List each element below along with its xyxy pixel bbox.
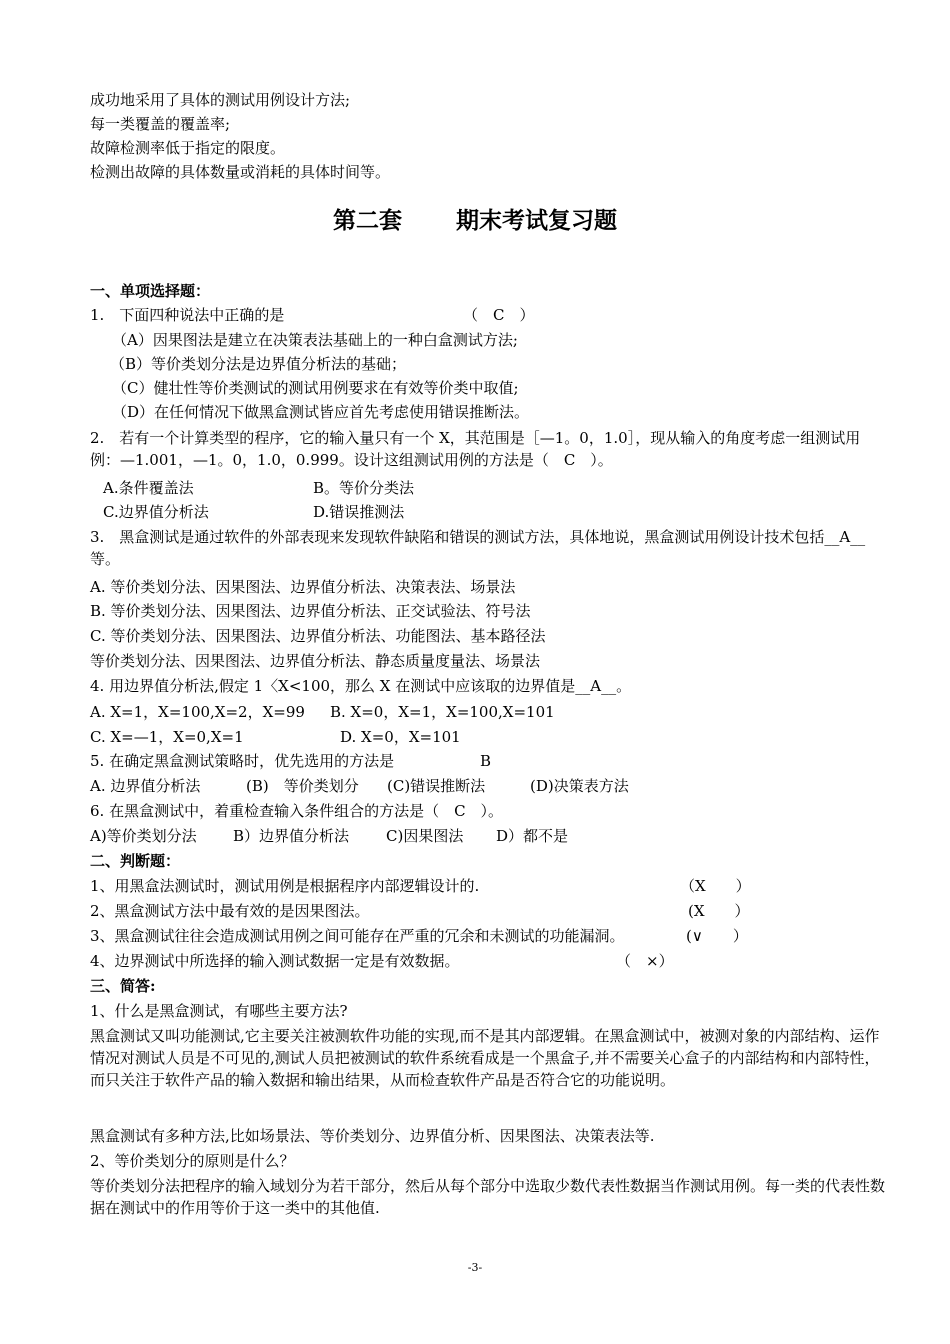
judgement-mark: （ ×） — [616, 952, 674, 970]
option-row — [90, 775, 890, 797]
option: B. X=0，X=1，X=100,X=101 — [330, 703, 555, 721]
page-number: -3- — [467, 1261, 483, 1274]
option-row — [103, 501, 890, 523]
option: A.条件覆盖法 — [103, 479, 194, 497]
option-row — [103, 477, 890, 499]
answer-paragraph: 黑盒测试有多种方法,比如场景法、等价类划分、边界值分析、因果图法、决策表法等. — [90, 1127, 655, 1145]
answer-mark: B — [480, 752, 492, 770]
option: D.错误推测法 — [313, 503, 405, 521]
option: C. 等价类划分法、因果图法、边界值分析法、功能图法、基本路径法 — [90, 627, 546, 645]
list-item: 成功地采用了具体的测试用例设计方法; — [90, 91, 351, 109]
answer-paragraph: 等价类划分法把程序的输入域划分为若干部分，然后从每个部分中选取少数代表性数据当作测试用例。每一类的代表性数据在测试中的作用等价于这一类中的其他值. — [90, 1177, 886, 1217]
judgement-item — [90, 875, 890, 897]
option: A. 等价类划分法、因果图法、边界值分析法、决策表法、场景法 — [90, 578, 516, 596]
option: A. X=1，X=100,X=2，X=99 — [90, 703, 305, 721]
option-row — [90, 825, 890, 847]
option: （C）健壮性等价类测试的测试用例要求在有效等价类中取值; — [112, 379, 519, 397]
section-heading-judgement: 二、判断题： — [90, 852, 181, 870]
section-heading-choice: 一、单项选择题： — [90, 282, 211, 300]
judgement-item — [90, 925, 890, 947]
question-3: 3. 黑盒测试是通过软件的外部表现来发现软件缺陷和错误的测试方法，具体地说，黑盒测试用例设计技术包括__A__等。 — [90, 528, 866, 568]
judgement-mark: (∨ ） — [686, 927, 748, 945]
question-6: 6. 在黑盒测试中，着重检查输入条件组合的方法是（ C ）。 — [90, 802, 504, 820]
judgement-item — [90, 950, 890, 972]
question-1 — [90, 304, 890, 326]
option: 等价类划分法、因果图法、边界值分析法、静态质量度量法、场景法 — [90, 652, 541, 670]
option: C.边界值分析法 — [103, 503, 209, 521]
list-item: 检测出故障的具体数量或消耗的具体时间等。 — [90, 163, 391, 181]
option: D. X=0，X=101 — [340, 728, 461, 746]
option-row — [90, 726, 890, 748]
section-heading-short-answer: 三、简答: — [90, 977, 156, 995]
question-2: 2. 若有一个计算类型的程序，它的输入量只有一个 X，其范围是［—1。0，1.0］，现从输入的角度考虑一组测试用例：—1.001，—1。0，1.0，0.999。设计这组测试用例的方法是（ C ）。 — [90, 429, 861, 469]
judgement-item — [90, 900, 890, 922]
page-title: 第二套 期末考试复习题 — [332, 208, 617, 234]
option: A. 边界值分析法 — [90, 777, 201, 795]
option: (C)错误推断法 — [387, 777, 486, 795]
list-item: 故障检测率低于指定的限度。 — [90, 139, 286, 157]
option: B. 等价类划分法、因果图法、边界值分析法、正交试验法、符号法 — [90, 602, 531, 620]
option: B）边界值分析法 — [233, 827, 350, 845]
option: （B）等价类划分法是边界值分析法的基础； — [110, 355, 407, 373]
judgement-text: 4、边界测试中所选择的输入测试数据一定是有效数据。 — [90, 952, 460, 970]
question-stem: 5. 在确定黑盒测试策略时，优先选用的方法是 — [90, 752, 395, 770]
judgement-text: 1、用黑盒法测试时，测试用例是根据程序内部逻辑设计的. — [90, 877, 480, 895]
answer-paragraph: 黑盒测试又叫功能测试,它主要关注被测软件功能的实现,而不是其内部逻辑。在黑盒测试中，被测对象的内部结构、运作情况对测试人员是不可见的,测试人员把被测试的软件系统看成是一个黑盒子,并不需要关心盒子的内部结构和内部特性，而只关注于软件产品的输入数据和输出结果，从而检查软件产品是否符合它的功能说明。 — [90, 1027, 880, 1089]
answer-mark: （ C ） — [463, 306, 535, 324]
option: （A）因果图法是建立在决策表法基础上的一种白盒测试方法; — [112, 331, 518, 349]
option: (B) 等价类划分 — [246, 777, 359, 795]
option: B。等价分类法 — [313, 479, 415, 497]
option: D）都不是 — [496, 827, 569, 845]
option: C. X=—1，X=0,X=1 — [90, 728, 244, 746]
option: (D)决策表方法 — [530, 777, 629, 795]
judgement-text: 3、黑盒测试往往会造成测试用例之间可能存在严重的冗余和未测试的功能漏洞。 — [90, 927, 625, 945]
judgement-text: 2、黑盒测试方法中最有效的是因果图法。 — [90, 902, 370, 920]
option: （D）在任何情况下做黑盒测试皆应首先考虑使用错误推断法。 — [112, 403, 530, 421]
option-row — [90, 701, 890, 723]
judgement-mark: （X ） — [680, 877, 751, 895]
option: A)等价类划分法 — [90, 827, 197, 845]
judgement-mark: (X ） — [688, 902, 750, 920]
short-question-1: 1、什么是黑盒测试，有哪些主要方法? — [90, 1002, 348, 1020]
option: C)因果图法 — [386, 827, 464, 845]
question-4: 4. 用边界值分析法,假定 1〈X<100，那么 X 在测试中应该取的边界值是__A__。 — [90, 677, 632, 695]
list-item: 每一类覆盖的覆盖率; — [90, 115, 231, 133]
question-5 — [90, 750, 890, 772]
question-stem: 1. 下面四种说法中正确的是 — [90, 306, 285, 324]
short-question-2: 2、等价类划分的原则是什么？ — [90, 1152, 295, 1170]
